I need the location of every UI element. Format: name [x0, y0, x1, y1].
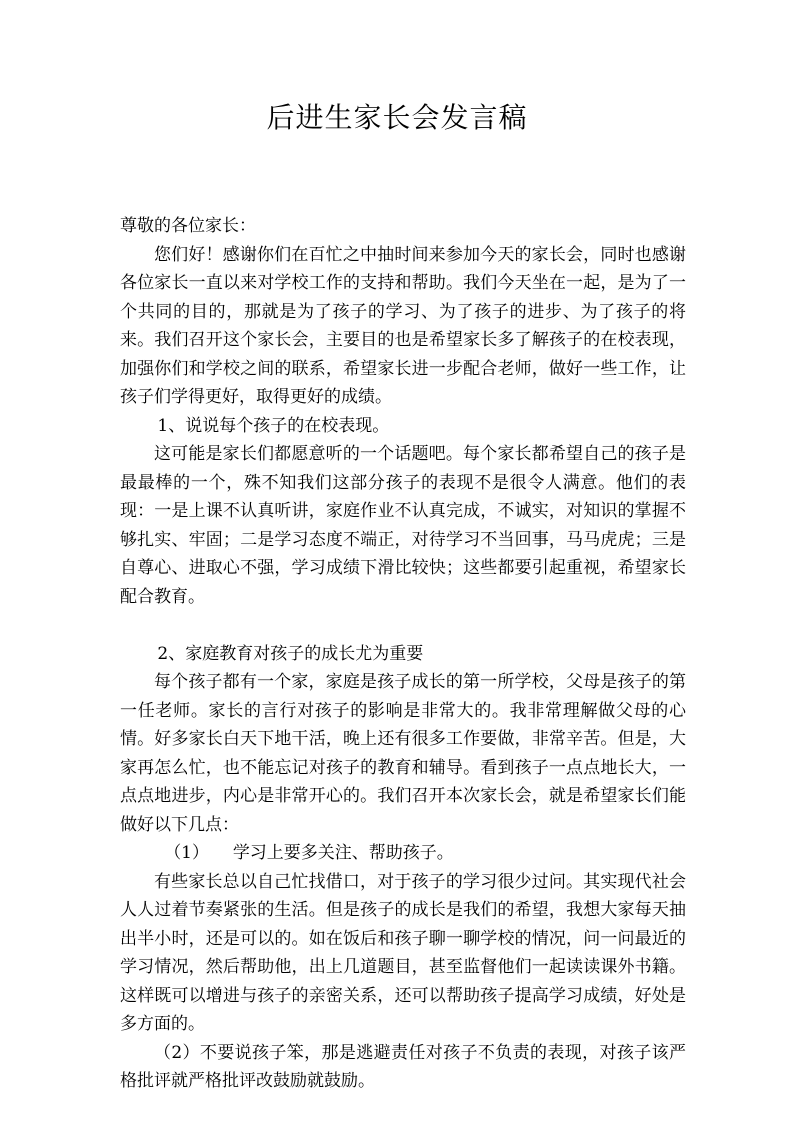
point1-heading [120, 839, 686, 868]
document-title: 后进生家长会发言稿 [266, 101, 528, 134]
salutation: 尊敬的各位家长： [120, 216, 256, 236]
document-body [120, 212, 686, 1096]
opening-paragraph: 您们好！感谢你们在百忙之中抽时间来参加今天的家长会，同时也感谢各位家长一直以来对学校工作的支持和帮助。我们今天坐在一起，是为了一个共同的目的，那就是为了孩子的学习、为了孩子的进步、为了孩子的将来。我们召开这个家长会，主要目的也是希望家长多了解孩子的在校表现，加强你们和学校之间的联系，希望家长进一步配合老师，做好一些工作，让孩子们学得更好，取得更好的成绩。 [120, 244, 686, 407]
section-gap [120, 611, 686, 640]
section1-heading: 1、说说每个孩子的在校表现。 [157, 415, 390, 436]
section2-paragraph: 每个孩子都有一个家，家庭是孩子成长的第一所学校，父母是孩子的第一任老师。家长的言行对孩子的影响是非常大的。我非常理解做父母的心情。好多家长白天下地干活，晚上还有很多工作要做，非常辛苦。但是，大家再怎么忙，也不能忘记对孩子的教育和辅导。看到孩子一点点地长大，一点点地进步，内心是非常开心的。我们召开本次家长会，就是希望家长们能做好以下几点： [120, 672, 686, 835]
point2-paragraph: （2）不要说孩子笨，那是逃避责任对孩子不负责的表现，对孩子该严格批评就严格批评改鼓励就鼓励。 [120, 1042, 686, 1091]
point1-paragraph: 有些家长总以自己忙找借口，对于孩子的学习很少过问。其实现代社会人人过着节奏紧张的生活。但是孩子的成长是我们的希望，我想大家每天抽出半小时，还是可以的。如在饭后和孩子聊一聊学校的情况，问一问最近的学习情况，然后帮助他，出上几道题目，甚至监督他们一起读读课外书籍。这样既可以增进与孩子的亲密关系，还可以帮助孩子提高学习成绩，好处是多方面的。 [120, 871, 686, 1034]
point1-number: （1） [164, 843, 210, 863]
section1-paragraph: 这可能是家长们都愿意听的一个话题吧。每个家长都希望自己的孩子是最最棒的一个，殊不知我们这部分孩子的表现不是很令人满意。他们的表现：一是上课不认真听讲，家庭作业不认真完成，不诚实，对知识的掌握不够扎实、牢固；二是学习态度不端正，对待学习不当回事，马马虎虎；三是自尊心、进取心不强，学习成绩下滑比较快；这些都要引起重视，希望家长配合教育。 [120, 444, 686, 607]
point1-title: 学习上要多关注、帮助孩子。 [232, 843, 454, 863]
section2-heading: 2、家庭教育对孩子的成长尤为重要 [157, 643, 424, 664]
